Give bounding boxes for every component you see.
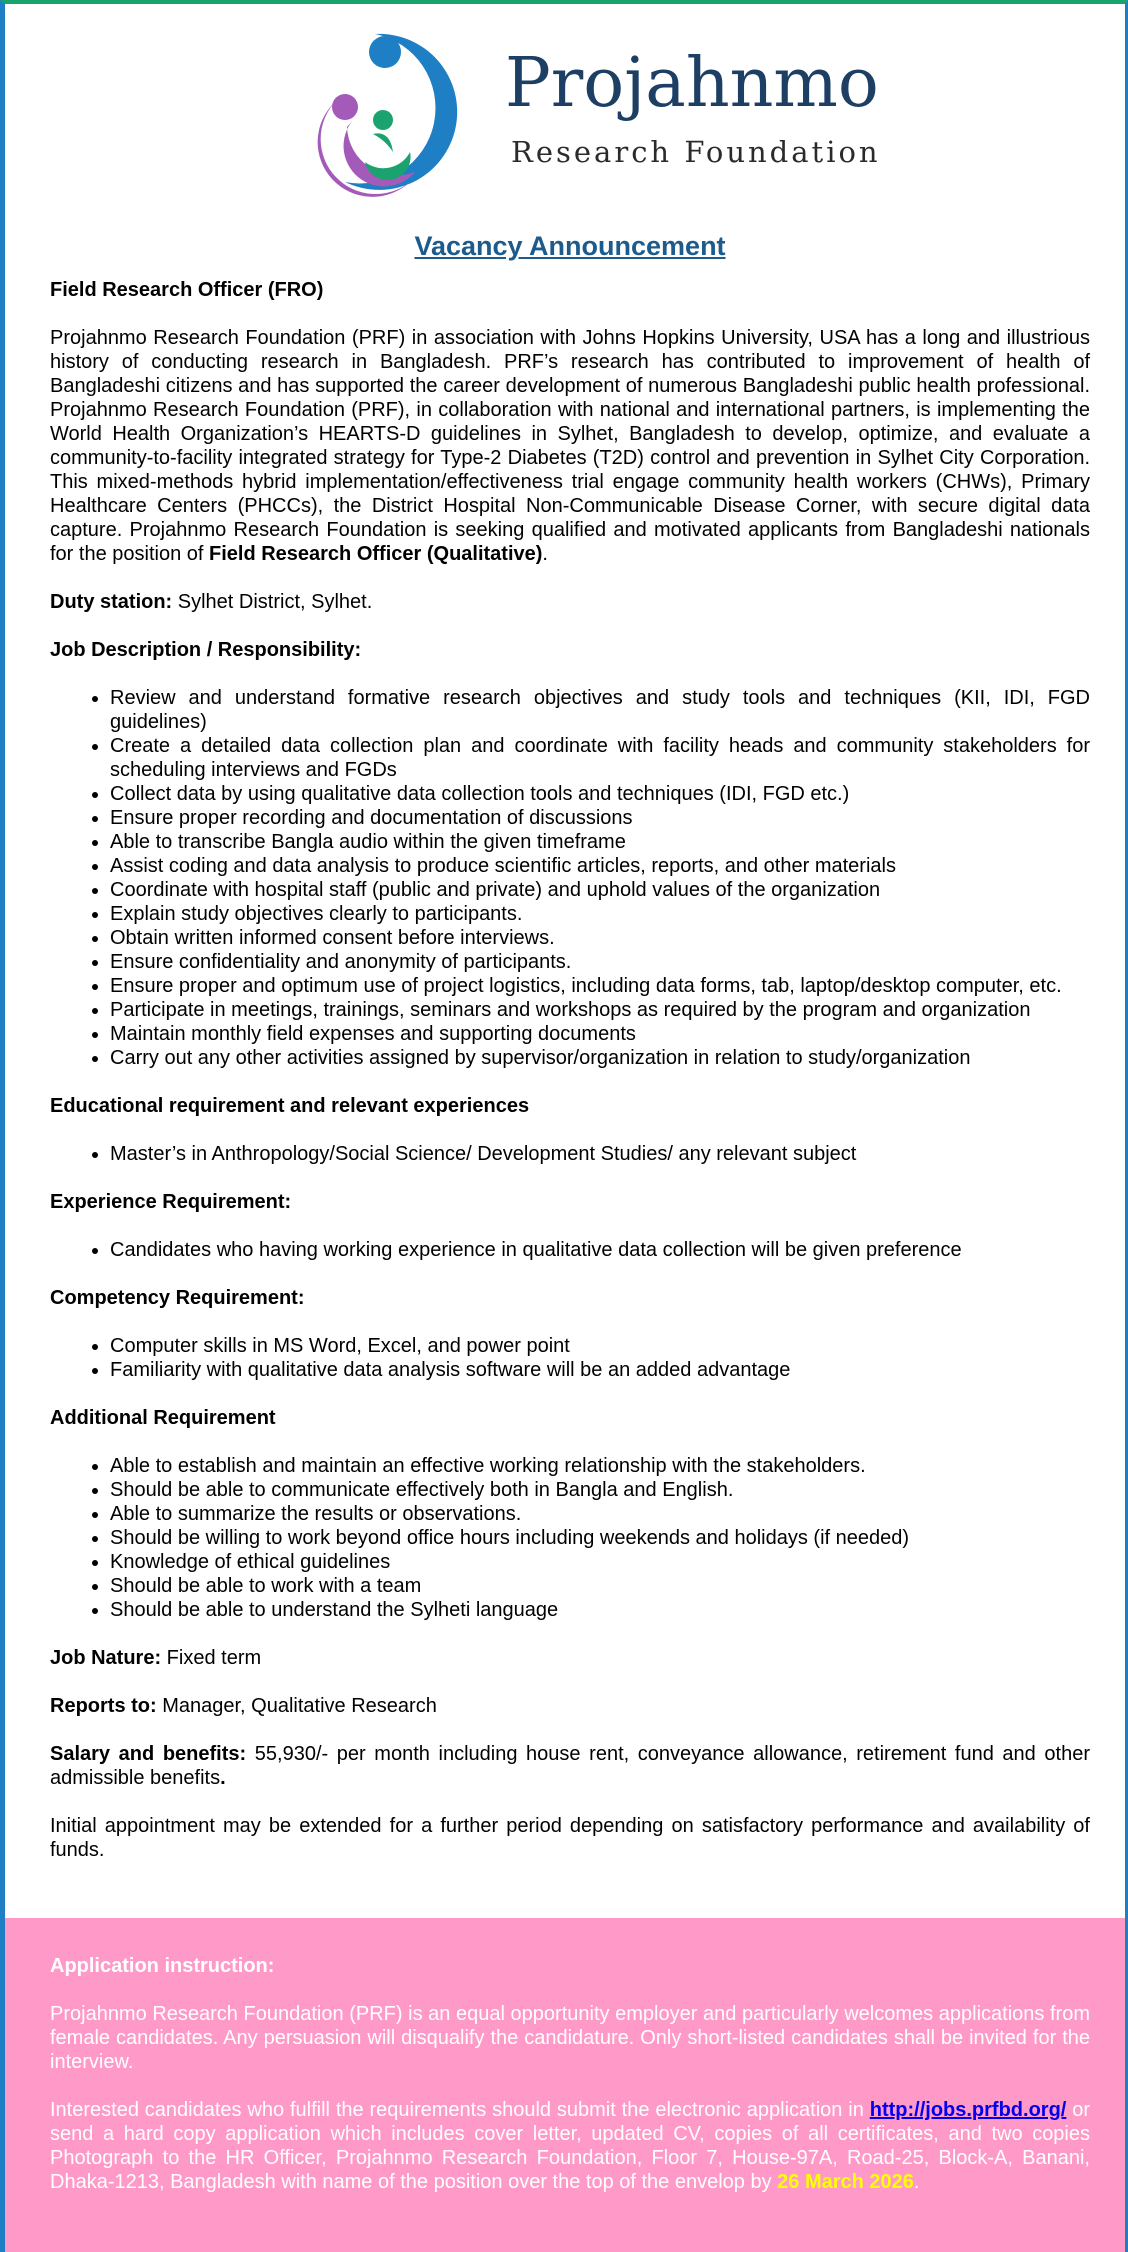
responsibilities-list: [110, 686, 1090, 1070]
list-item: • Should be willing to work beyond office hours including weekends and holidays (if needed): [110, 1526, 1090, 1550]
brand-name: Projahnmo: [505, 44, 879, 123]
additional-heading: Additional Requirement: [50, 1407, 276, 1429]
job-nature-label: Job Nature:: [50, 1647, 162, 1669]
list-item: • Assist coding and data analysis to produce scientific articles, reports, and other materials: [110, 854, 1090, 878]
list-item: • Able to transcribe Bangla audio within the given timeframe: [110, 830, 1090, 854]
list-item: • Master’s in Anthropology/Social Science/ Development Studies/ any relevant subject: [110, 1142, 1090, 1166]
extension-note: Initial appointment may be extended for a further period depending on satisfactory performance and availability of funds.: [50, 1815, 1090, 1861]
list-item: • Participate in meetings, trainings, seminars and workshops as required by the program and organization: [110, 998, 1090, 1022]
submit-after: or send a hard copy application which includes cover letter, updated CV, copies of all certificates, and two copies Photograph to the HR Officer, Projahnmo Research Foundation, Floor 7, House-97A, Road-25, Block-A, Banani, Dhaka-1213, Bangladesh with name of the position over the top of the envelop by: [50, 2099, 1091, 2193]
prf-logo-icon: [315, 22, 475, 197]
position-title: Field Research Officer (FRO): [50, 279, 324, 301]
reports-to-value: Manager, Qualitative Research: [156, 1695, 437, 1717]
list-item: • Candidates who having working experience in qualitative data collection will be given preference: [110, 1238, 1090, 1262]
duty-station-value: Sylhet District, Sylhet.: [172, 591, 373, 613]
list-item: • Should be able to work with a team: [110, 1574, 1090, 1598]
education-heading: Educational requirement and relevant experiences: [50, 1095, 530, 1117]
list-item: • Able to summarize the results or observations.: [110, 1502, 1090, 1526]
equal-opportunity-text: Projahnmo Research Foundation (PRF) is an equal opportunity employer and particularly welcomes applications from female candidates. Any persuasion will disqualify the candidature. Only short-listed candidates shall be invited for the interview.: [50, 2003, 1090, 2073]
list-item: • Ensure proper recording and documentation of discussions: [110, 806, 1090, 830]
responsibilities-heading: Job Description / Responsibility:: [50, 639, 362, 661]
brand-subtitle: Research Foundation: [511, 135, 881, 169]
list-item: • Explain study objectives clearly to participants.: [110, 902, 1090, 926]
application-section: [5, 1918, 1128, 2252]
list-item: • Ensure confidentiality and anonymity of participants.: [110, 950, 1090, 974]
list-item: • Familiarity with qualitative data analysis software will be an added advantage: [110, 1358, 1090, 1382]
competency-heading: Competency Requirement:: [50, 1287, 305, 1309]
submission-instructions: [50, 2098, 1090, 2194]
list-item: • Knowledge of ethical guidelines: [110, 1550, 1090, 1574]
list-item: • Review and understand formative research objectives and study tools and techniques (KII, IDI, FGD guidelines): [110, 686, 1090, 734]
additional-list: [110, 1454, 1090, 1622]
salary-label: Salary and benefits:: [50, 1743, 247, 1765]
application-link[interactable]: http://jobs.prfbd.org/: [869, 2099, 1067, 2121]
announcement-body: [50, 226, 1090, 1862]
application-heading: Application instruction:: [50, 1955, 275, 1977]
submit-before: Interested candidates who fulfill the requirements should submit the electronic application in: [50, 2099, 870, 2121]
list-item: • Create a detailed data collection plan and coordinate with facility heads and community stakeholders for scheduling interviews and FGDs: [110, 734, 1090, 782]
list-item: • Ensure proper and optimum use of project logistics, including data forms, tab, laptop/desktop computer, etc.: [110, 974, 1090, 998]
header: [5, 4, 1125, 209]
page-title: Vacancy Announcement: [414, 231, 726, 261]
job-nature: [50, 1646, 1090, 1670]
salary-end: .: [220, 1767, 226, 1789]
intro-end: .: [542, 543, 548, 565]
submit-end: .: [913, 2171, 920, 2193]
job-nature-value: Fixed term: [161, 1647, 262, 1669]
list-item: • Collect data by using qualitative data collection tools and techniques (IDI, FGD etc.): [110, 782, 1090, 806]
salary-value: 55,930/- per month including house rent, conveyance allowance, retirement fund and other admissible benefits: [50, 1743, 1090, 1789]
list-item: • Should be able to understand the Sylheti language: [110, 1598, 1090, 1622]
intro-position: Field Research Officer (Qualitative): [208, 543, 543, 565]
competency-list: [110, 1334, 1090, 1382]
list-item: • Able to establish and maintain an effective working relationship with the stakeholders.: [110, 1454, 1090, 1478]
experience-heading: Experience Requirement:: [50, 1191, 292, 1213]
list-item: • Should be able to communicate effectively both in Bangla and English.: [110, 1478, 1090, 1502]
list-item: • Obtain written informed consent before interviews.: [110, 926, 1090, 950]
intro-paragraph: [50, 326, 1090, 566]
list-item: • Maintain monthly field expenses and supporting documents: [110, 1022, 1090, 1046]
list-item: • Coordinate with hospital staff (public and private) and uphold values of the organization: [110, 878, 1090, 902]
salary: [50, 1742, 1090, 1790]
list-item: • Computer skills in MS Word, Excel, and power point: [110, 1334, 1090, 1358]
reports-to-label: Reports to:: [50, 1695, 157, 1717]
list-item: • Carry out any other activities assigned by supervisor/organization in relation to study/organization: [110, 1046, 1090, 1070]
reports-to: [50, 1694, 1090, 1718]
duty-station: [50, 590, 1090, 614]
intro-text: Projahnmo Research Foundation (PRF) in association with Johns Hopkins University, USA has a long and illustrious history of conducting research in Bangladesh. PRF’s research has contributed to improvement of health of Bangladeshi citizens and has supported the career development of numerous Bangladeshi public health professional. Projahnmo Research Foundation (PRF), in collaboration with national and international partners, is implementing the World Health Organization’s HEARTS-D guidelines in Sylhet, Bangladesh to develop, optimize, and evaluate a community-to-facility integrated strategy for Type-2 Diabetes (T2D) control and prevention in Sylhet City Corporation. This mixed-methods hybrid implementation/effectiveness trial engage community health workers (CHWs), Primary Healthcare Centers (PHCCs), the District Hospital Non-Communicable Disease Corner, with secure digital data capture. Projahnmo Research Foundation is seeking qualified and motivated applicants from Bangladeshi nationals for the position of: [50, 327, 1090, 565]
education-list: [110, 1142, 1090, 1166]
duty-station-label: Duty station:: [50, 591, 173, 613]
experience-list: [110, 1238, 1090, 1262]
deadline-date: 26 March 2026: [777, 2171, 914, 2193]
